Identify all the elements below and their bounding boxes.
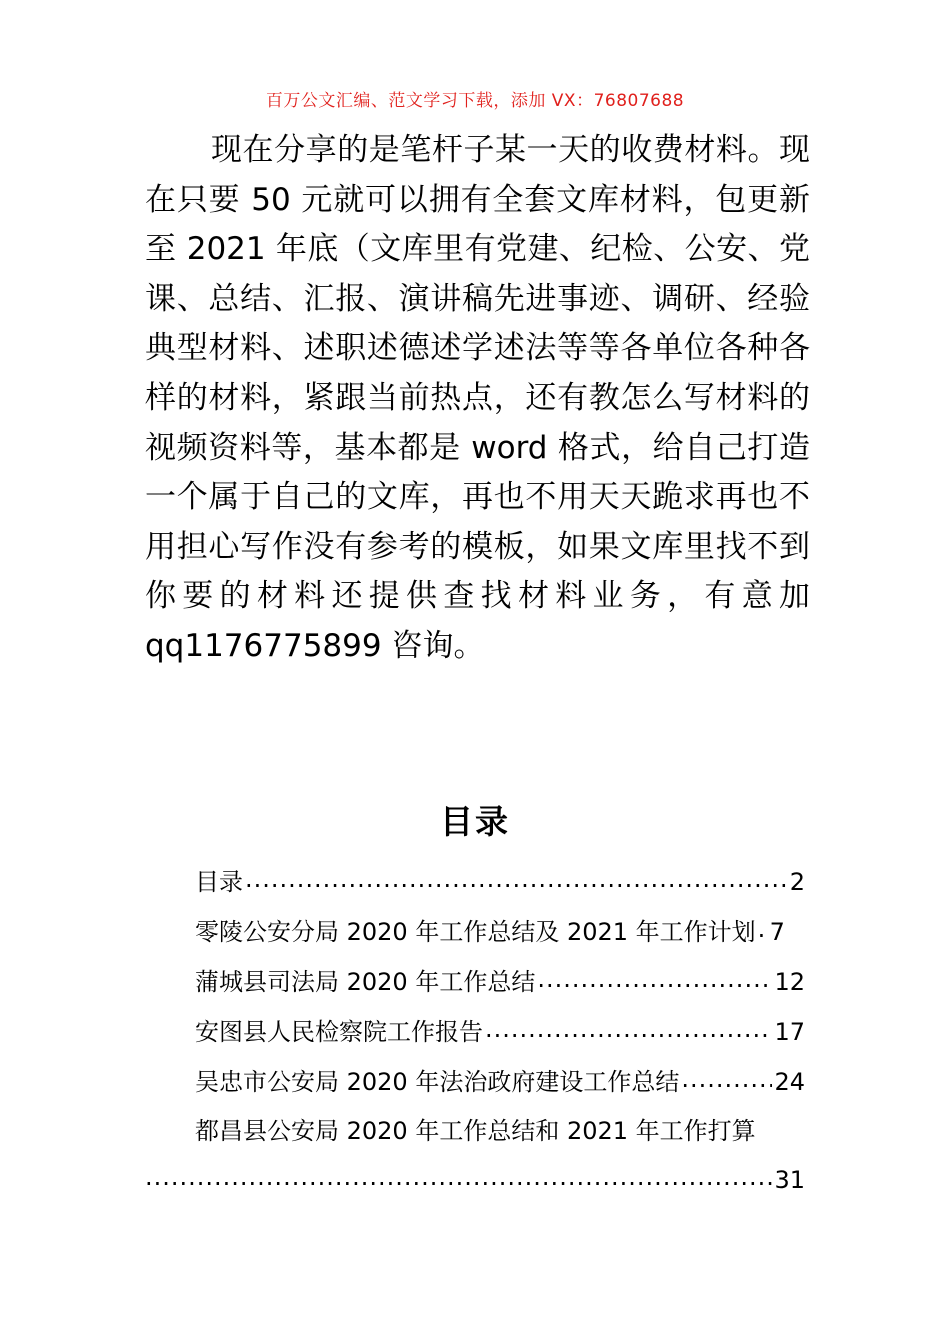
toc-entry-page: 12	[774, 968, 805, 996]
toc-entry-title: 蒲城县司法局 2020 年工作总结	[195, 968, 536, 996]
toc-entry-title: 都昌县公安局 2020 年工作总结和 2021 年工作打算	[195, 1117, 756, 1145]
toc-dot-leader	[145, 1164, 772, 1188]
toc-entry-page: 7	[769, 918, 785, 946]
toc-entry-title: 安图县人民检察院工作报告	[195, 1018, 483, 1046]
toc-dot-leader	[245, 866, 788, 890]
toc-entry-title: 目录	[195, 868, 243, 896]
toc-dot-leader	[485, 1016, 772, 1040]
toc-entry-page: 2	[789, 868, 805, 896]
toc-entry-continuation[interactable]	[145, 1164, 805, 1195]
toc-entry[interactable]	[195, 866, 805, 897]
toc-entry[interactable]	[195, 1016, 805, 1047]
toc-entry-title: 零陵公安分局 2020 年工作总结及 2021 年工作计划	[195, 918, 756, 946]
toc-entry[interactable]	[195, 916, 805, 947]
toc-dot-leader	[537, 966, 772, 990]
toc-entry-title: 吴忠市公安局 2020 年法治政府建设工作总结	[195, 1068, 680, 1096]
toc-entry[interactable]	[195, 1116, 807, 1146]
toc-entry-page: 31	[774, 1166, 805, 1194]
toc-entry[interactable]	[195, 1066, 805, 1097]
toc-entry-page: 17	[774, 1018, 805, 1046]
toc-title: 目录	[440, 802, 510, 841]
toc-entry-page: 24	[774, 1068, 805, 1096]
promo-paragraph: 现在分享的是笔杆子某一天的收费材料。现在只要 50 元就可以拥有全套文库材料，包更新至 2021 年底（文库里有党建、纪检、公安、党课、总结、汇报、演讲稿先进事迹、调研、经验典型材料、述职述德述学述法等等各单位各种各样的材料，紧跟当前热点，还有教怎么写材料的视频资料等，基本都是 word 格式，给自己打造一个属于自己的文库，再也不用天天跪求再也不用担心写作没有参考的模板，如果文库里找不到你要的材料还提供查找材料业务，有意加 qq1176775899 咨询。	[145, 132, 810, 664]
toc-dot-leader	[681, 1066, 772, 1090]
header-contact-line: 百万公文汇编、范文学习下载，添加 VX：76807688	[265, 91, 685, 111]
toc-entry[interactable]	[195, 966, 805, 997]
toc-dot-leader	[758, 916, 768, 940]
